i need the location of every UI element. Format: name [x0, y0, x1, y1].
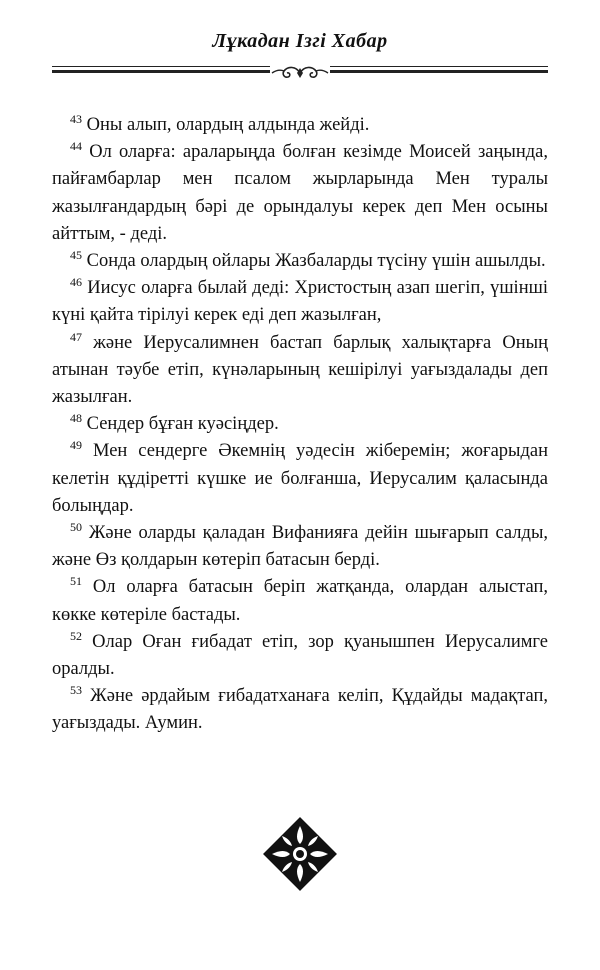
verse-text: Мен сендерге Әкемнің уәдесін жіберемін; жоғарыдан келетін құдіретті күшке ие болғанша, Иерусалим қаласында болыңдар.: [52, 441, 548, 516]
verse-number: 51: [70, 574, 82, 589]
verse-43: [52, 112, 548, 139]
verse-text: Сонда олардың ойлары Жазбаларды түсіну үшін ашылды.: [82, 251, 546, 272]
verse-53: [52, 683, 548, 737]
verse-48: [52, 411, 548, 438]
verse-text: Ол оларға: араларыңда болған кезімде Моисей заңында, пайғамбарлар мен псалом жырларында Мен туралы жазылғандардың бәрі де орындалуы керек деп Мен осыны айттым, - деді.: [52, 142, 548, 244]
verse-number: 52: [70, 628, 82, 643]
flourish-icon: [270, 62, 330, 84]
verse-number: 44: [70, 139, 82, 154]
verse-text: және Иерусалимнен бастап барлық халықтарға Оның атынан тәубе етіп, күнәларының кешірілуі уағыздалады деп жазылған.: [52, 332, 548, 408]
verse-number: 53: [70, 683, 82, 698]
verse-47: [52, 330, 548, 412]
body-text: [52, 112, 548, 738]
verse-50: [52, 520, 548, 574]
verse-44: [52, 139, 548, 248]
verse-text: Иисус оларға былай деді: Христостың азап шегіп, үшінші күні қайта тірілуі керек еді деп жазылған,: [52, 278, 548, 326]
verse-number: 49: [70, 438, 82, 453]
verse-number: 50: [70, 519, 82, 534]
verse-text: Олар Оған ғибадат етіп, зор қуанышпен Иерусалимге оралды.: [52, 631, 548, 680]
verse-text: Және әрдайым ғибадатханаға келіп, Құдайды мадақтап, уағыздады. Аумин.: [52, 686, 548, 734]
verse-45: [52, 248, 548, 275]
verse-number: 43: [70, 111, 82, 126]
verse-46: [52, 275, 548, 329]
verse-52: [52, 629, 548, 683]
verse-number: 48: [70, 411, 82, 426]
verse-text: Ол оларға батасын беріп жатқанда, олардан алыстап, көкке көтеріле бастады.: [52, 577, 548, 625]
verse-number: 45: [70, 247, 82, 262]
verse-51: [52, 574, 548, 628]
verse-text: Және оларды қаладан Вифанияға дейін шығарып салды, және Өз қолдарын көтеріп батасын берді.: [52, 523, 548, 571]
page-title: Лұкадан Ізгі Хабар: [212, 30, 388, 52]
verse-text: Оны алып, олардың алдында жейді.: [82, 115, 370, 135]
verse-49: [52, 438, 548, 520]
verse-number: 46: [70, 275, 82, 290]
diamond-ornament-icon: [260, 814, 340, 894]
verse-number: 47: [70, 329, 82, 344]
verse-text: Сендер бұған куәсіңдер.: [82, 414, 279, 435]
